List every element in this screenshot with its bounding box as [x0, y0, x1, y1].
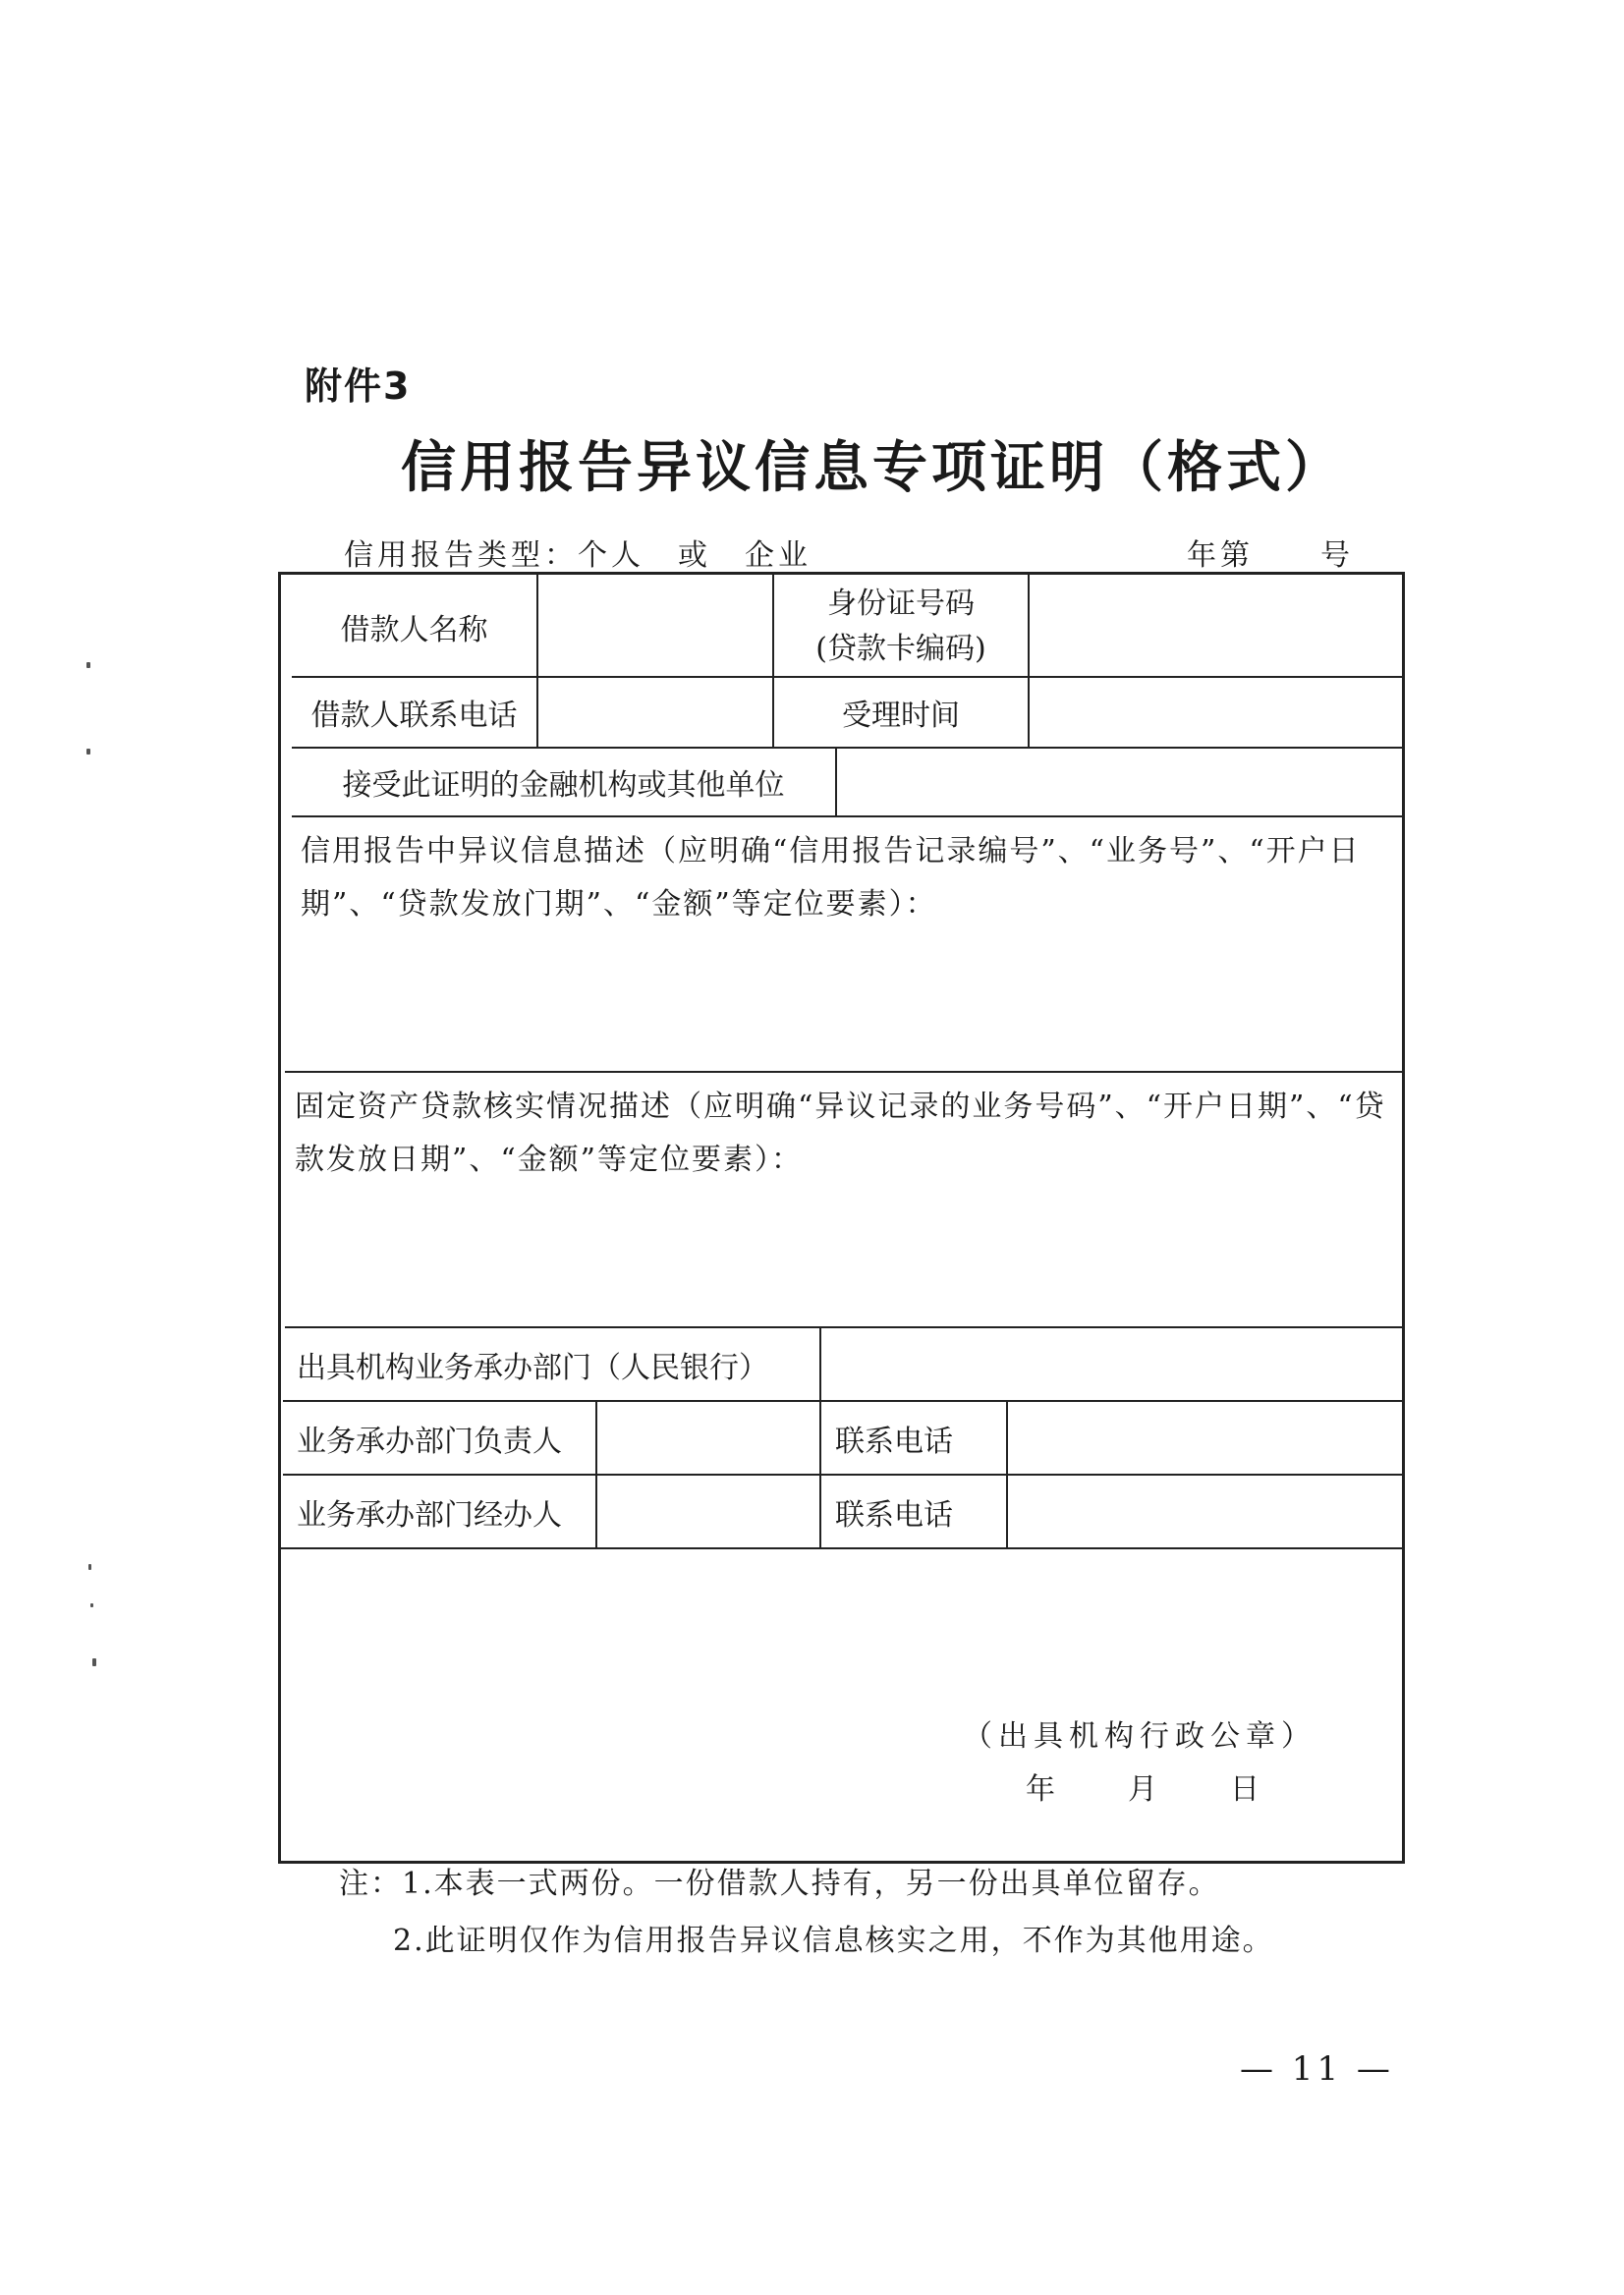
receiving-institution-label: 接受此证明的金融机构或其他单位 — [342, 768, 785, 803]
dispute-description: 信用报告中异议信息描述（应明确“信用报告记录编号”、“业务号”、“开户日期”、“贷款发放门期”、“金额”等定位要素）： — [301, 834, 1361, 922]
dept-head-phone-field[interactable] — [1008, 1402, 1401, 1474]
annex-label: 附件3 — [305, 364, 412, 408]
issuing-dept-label: 出具机构业务承办部门（人民银行） — [297, 1350, 768, 1385]
row-divider — [292, 815, 1402, 817]
issuing-dept-field[interactable] — [821, 1328, 1401, 1400]
borrower-name-label: 借款人名称 — [340, 613, 488, 647]
verification-description-field[interactable] — [295, 1199, 1391, 1321]
dept-head-phone-label: 联系电话 — [835, 1424, 953, 1459]
row-divider — [281, 1547, 1402, 1549]
scan-speck — [86, 662, 90, 668]
year-number-line: 年第 号 — [1187, 538, 1354, 573]
scan-speck — [86, 749, 90, 755]
dept-handler-phone-label: 联系电话 — [835, 1497, 953, 1533]
seal-date: 年 月 日 — [1026, 1772, 1281, 1807]
id-number-label — [774, 578, 1028, 676]
scan-speck — [90, 1603, 93, 1607]
id-number-label-line1: 身份证号码 — [827, 587, 975, 621]
dept-handler-field[interactable] — [597, 1476, 819, 1547]
borrower-phone-field[interactable] — [538, 678, 772, 747]
borrower-name-field[interactable] — [538, 578, 772, 676]
row-divider — [285, 1071, 1402, 1073]
id-number-label-line2: (贷款卡编码) — [815, 632, 986, 666]
accept-time-label: 受理时间 — [842, 699, 960, 733]
receiving-institution-field[interactable] — [837, 749, 1401, 815]
dept-handler-label: 业务承办部门经办人 — [297, 1497, 562, 1533]
dept-handler-phone-field[interactable] — [1008, 1476, 1401, 1547]
accept-time-field[interactable] — [1030, 678, 1401, 747]
scan-speck — [92, 1658, 96, 1666]
dispute-description-field[interactable] — [301, 943, 1391, 1066]
seal-label: （出具机构行政公章） — [963, 1719, 1316, 1754]
dept-head-label: 业务承办部门负责人 — [297, 1424, 562, 1459]
scan-speck — [88, 1564, 91, 1570]
report-type-line: 信用报告类型：个人 或 企业 — [344, 538, 812, 573]
verification-description: 固定资产贷款核实情况描述（应明确“异议记录的业务号码”、“开户日期”、“贷款发放日期”、“金额”等定位要素）： — [295, 1090, 1386, 1177]
borrower-phone-label: 借款人联系电话 — [310, 699, 518, 733]
note-1: 注：1.本表一式两份。一份借款人持有，另一份出具单位留存。 — [339, 1867, 1220, 1901]
page-number: — 11 — — [1240, 2049, 1394, 2089]
dept-head-field[interactable] — [597, 1402, 819, 1474]
id-number-field[interactable] — [1030, 578, 1401, 676]
note-2: 2.此证明仅作为信用报告异议信息核实之用，不作为其他用途。 — [393, 1924, 1274, 1958]
document-title: 信用报告异议信息专项证明（格式） — [401, 436, 1344, 500]
